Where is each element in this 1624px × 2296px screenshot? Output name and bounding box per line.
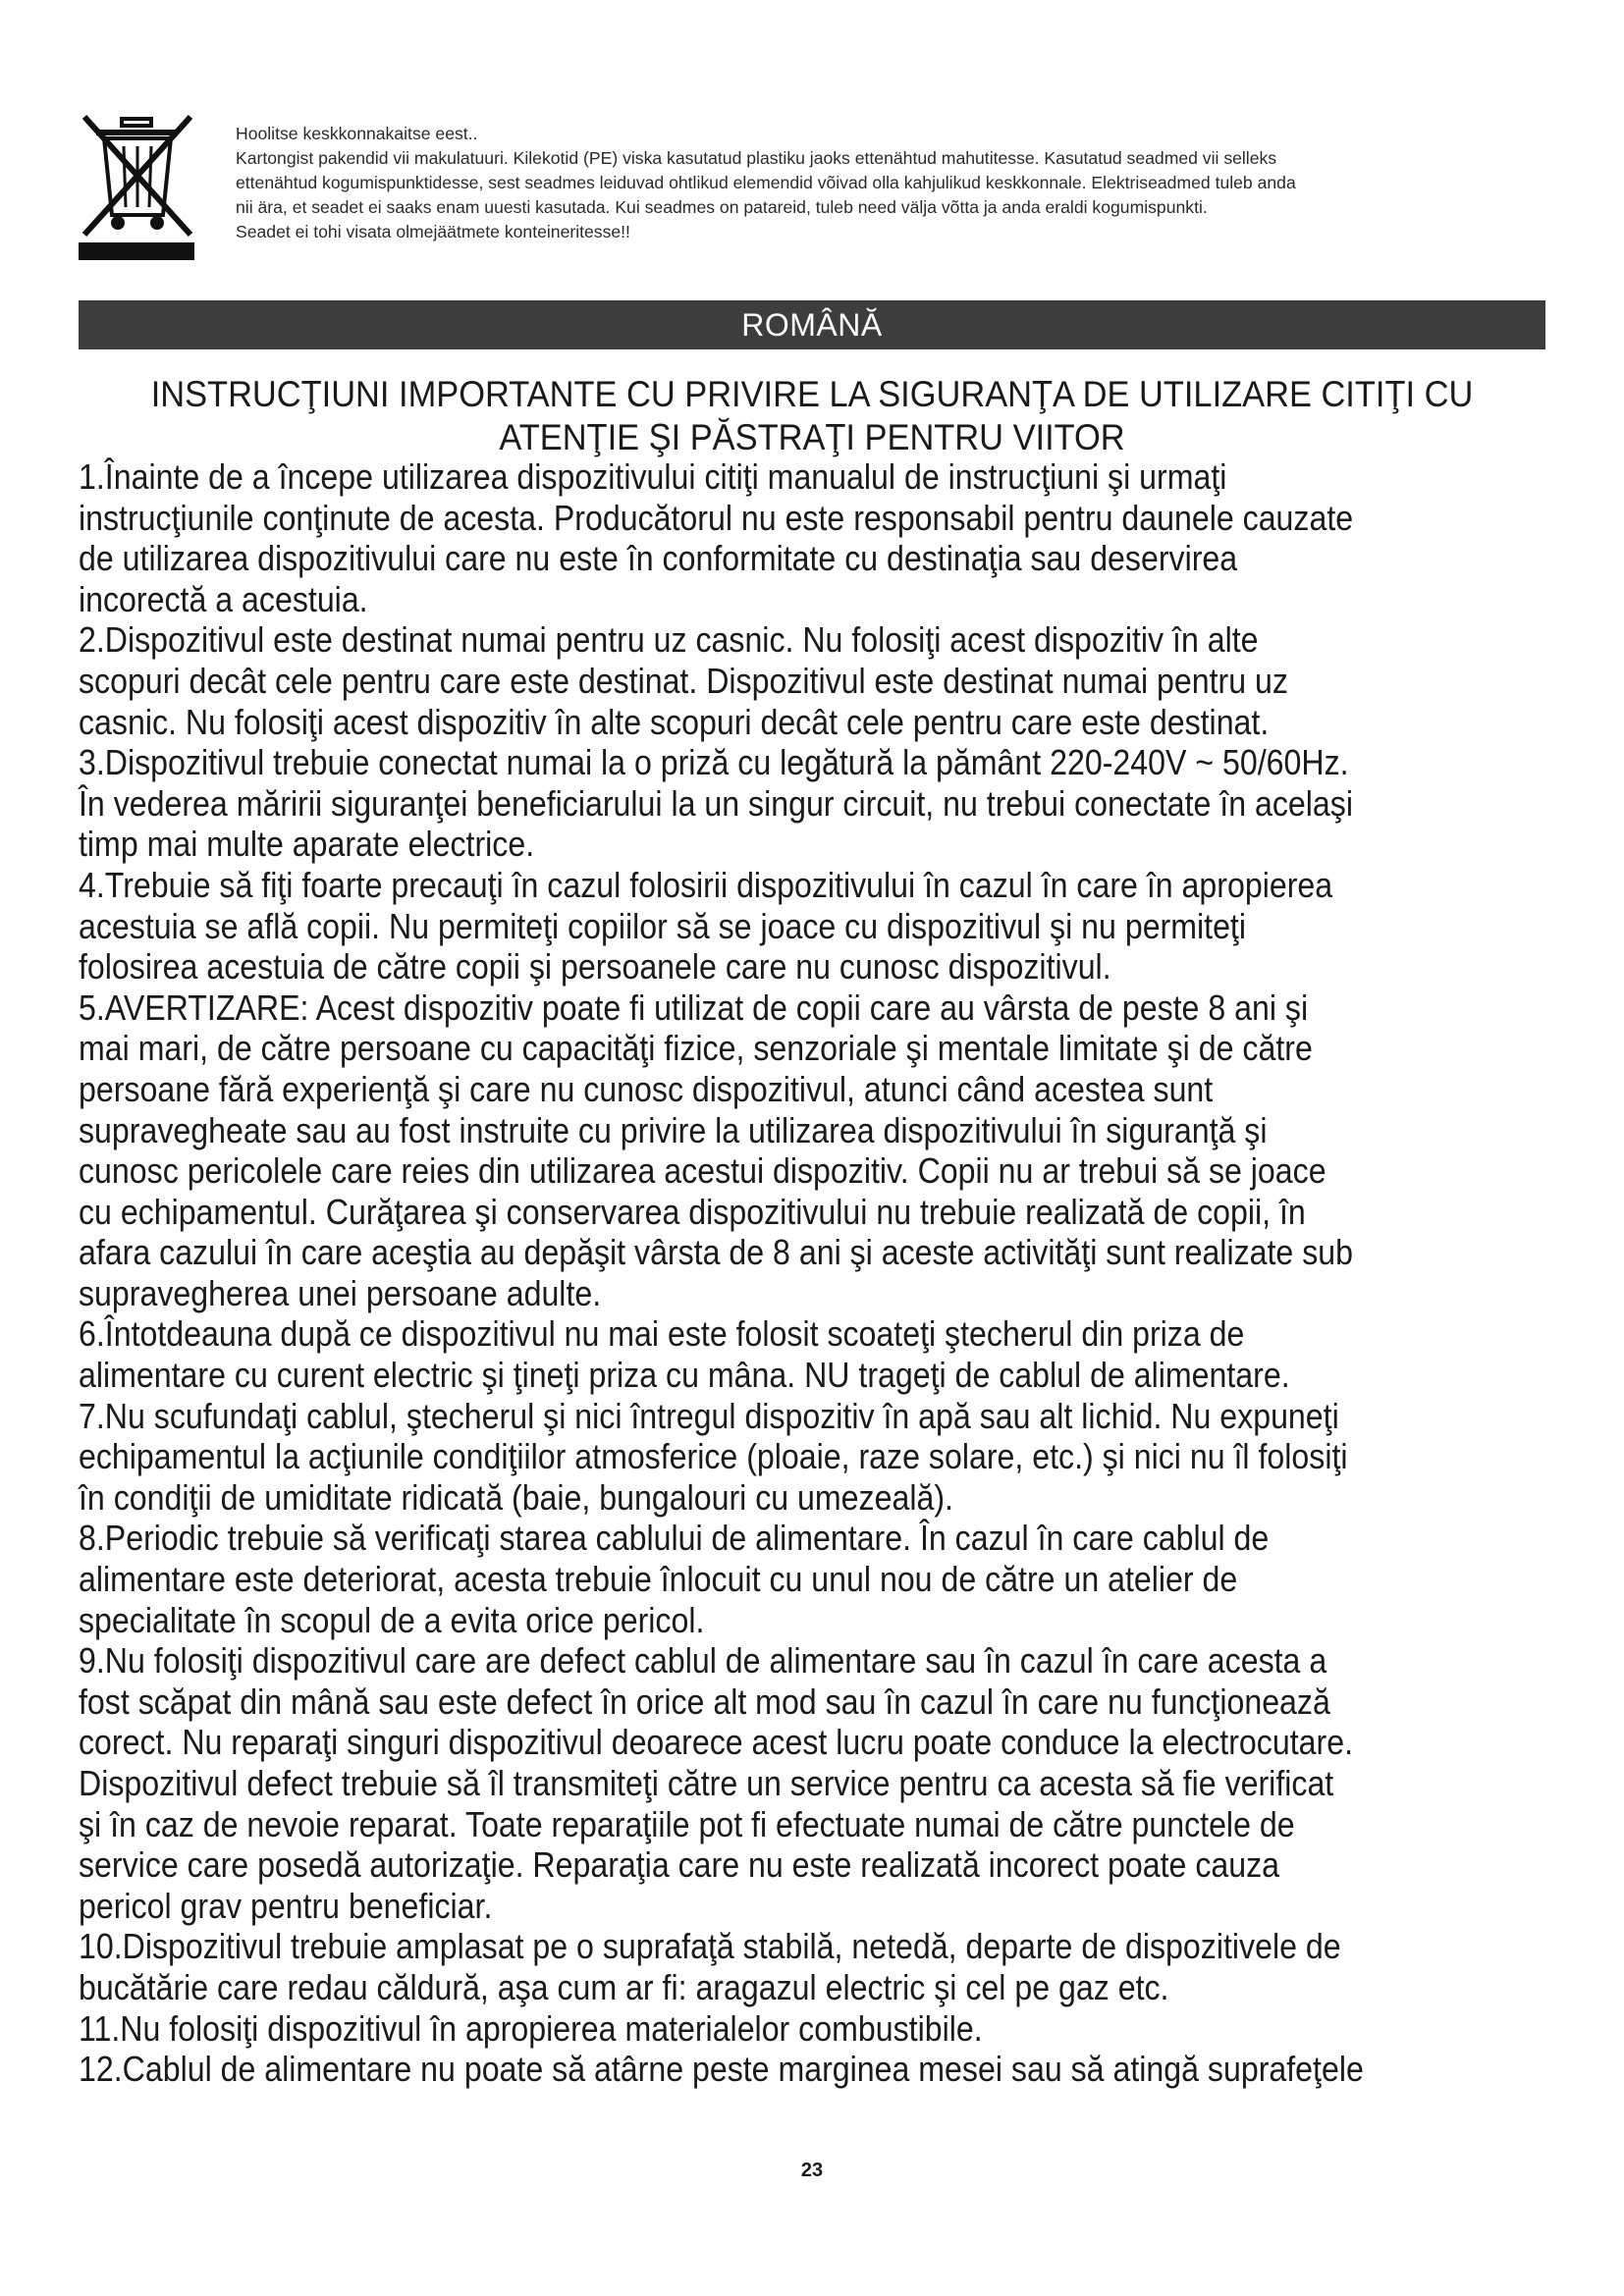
- instruction-line: în condiţii de umiditate ridicată (baie, bungalouri cu umezeală).: [79, 1476, 953, 1518]
- instruction-line: fost scăpat din mână sau este defect în orice alt mod sau în cazul în care nu funcţionează: [79, 1681, 1330, 1722]
- instruction-line: 10.Dispozitivul trebuie amplasat pe o suprafaţă stabilă, netedă, departe de dispozitivele de: [79, 1926, 1341, 1967]
- instruction-line: cunosc pericolele care reies din utilizarea acestui dispozitiv. Copii nu ar trebui să se joace: [79, 1150, 1326, 1192]
- instruction-line: acestuia se află copii. Nu permiteţi copiilor să se joace cu dispozitivul şi nu permiteţi: [79, 905, 1246, 946]
- instruction-line: cu echipamentul. Curăţarea şi conservarea dispozitivului nu trebuie realizată de copii, în: [79, 1191, 1306, 1232]
- instruction-line: alimentare este deteriorat, acesta trebuie înlocuit cu unul nou de către un atelier de: [79, 1559, 1238, 1600]
- instruction-line: Dispozitivul defect trebuie să îl transmiteţi către un service pentru ca acesta să fie verificat: [79, 1763, 1334, 1803]
- safety-instructions: [79, 456, 1551, 2090]
- instruction-line: supravegherea unei persoane adulte.: [79, 1272, 602, 1313]
- disposal-line: Kartongist pakendid vii makulatuuri. Kilekotid (PE) viska kasutatud plastiku jaoks ettenähtud mahutitesse. Kasutatud seadmed vii selleks: [236, 148, 1277, 168]
- instruction-line: de utilizarea dispozitivului care nu este în conformitate cu destinaţia sau deservirea: [79, 538, 1238, 579]
- safety-headline: [130, 373, 1493, 459]
- disposal-line: Seadet ei tohi visata olmejäätmete konteineritesse!!: [236, 222, 630, 241]
- crossed-bin-icon: [79, 113, 196, 260]
- page-number: 23: [800, 2160, 824, 2181]
- instruction-line: şi în caz de nevoie reparat. Toate reparaţiile pot fi efectuate numai de către punctele de: [79, 1803, 1295, 1844]
- instruction-line: incorectă a acestuia.: [79, 578, 368, 619]
- instruction-line: 2.Dispozitivul este destinat numai pentru uz casnic. Nu folosiţi acest dispozitiv în alte: [79, 619, 1259, 661]
- disposal-notice: [236, 122, 1542, 244]
- instruction-line: 12.Cablul de alimentare nu poate să atârne peste marginea mesei sau să atingă suprafeţele: [79, 2049, 1364, 2090]
- language-section-banner: ROMÂNĂ: [79, 300, 1545, 349]
- instruction-line: timp mai multe aparate electrice.: [79, 824, 535, 865]
- instruction-line: corect. Nu reparaţi singuri dispozitivul deoarece acest lucru poate conduce la electrocutare.: [79, 1722, 1353, 1763]
- instruction-line: pericol grav pentru beneficiar.: [79, 1885, 493, 1926]
- instruction-line: 6.Întotdeauna după ce dispozitivul nu mai este folosit scoateţi ştecherul din priza de: [79, 1313, 1245, 1355]
- disposal-line: nii ära, et seadet ei saaks enam uuesti kasutada. Kui seadmes on patareid, tuleb need välja võtta ja anda eraldi kogumispunkti.: [236, 197, 1208, 217]
- instruction-line: persoane fără experienţă şi care nu cunosc dispozitivul, atunci când acestea sunt: [79, 1068, 1214, 1109]
- instruction-line: scopuri decât cele pentru care este destinat. Dispozitivul este destinat numai pentru uz: [79, 660, 1288, 701]
- weee-underline-bar: [79, 242, 194, 260]
- instruction-line: mai mari, de către persoane cu capacităţi fizice, senzoriale şi mentale limitate şi de către: [79, 1028, 1313, 1069]
- instruction-line: 5.AVERTIZARE: Acest dispozitiv poate fi utilizat de copii care au vârsta de peste 8 ani şi: [79, 987, 1309, 1028]
- instruction-line: folosirea acestuia de către copii şi persoanele care nu cunosc dispozitivul.: [79, 946, 1111, 988]
- instruction-line: 9.Nu folosiţi dispozitivul care are defect cablul de alimentare sau în cazul în care acesta a: [79, 1640, 1327, 1682]
- instruction-line: 11.Nu folosiţi dispozitivul în apropierea materialelor combustibile.: [79, 2007, 983, 2049]
- instruction-line: bucătărie care redau căldură, aşa cum ar fi: aragazul electric şi cel pe gaz etc.: [79, 1966, 1169, 2007]
- disposal-line: ettenähtud kogumispunktidesse, sest seadmes leiduvad ohtlikud elemendid võivad olla kahjulikud keskkonnale. Elektriseadmed tuleb anda: [236, 173, 1296, 192]
- instruction-line: service care posedă autorizaţie. Reparaţia care nu este realizată incorect poate cauza: [79, 1844, 1280, 1886]
- disposal-line: Hoolitse keskkonnakaitse eest..: [236, 124, 478, 143]
- instruction-line: casnic. Nu folosiţi acest dispozitiv în alte scopuri decât cele pentru care este destinat.: [79, 701, 1270, 742]
- instruction-line: instrucţiunile conţinute de acesta. Producătorul nu este responsabil pentru daunele cauzate: [79, 497, 1354, 538]
- instruction-line: 1.Înainte de a începe utilizarea dispozitivului citiţi manualul de instrucţiuni şi urmaţi: [79, 456, 1227, 497]
- instruction-line: echipamentul la acţiunile condiţiilor atmosferice (ploaie, raze solare, etc.) şi nici nu îl folosiţi: [79, 1436, 1348, 1477]
- headline-line: INSTRUCŢIUNI IMPORTANTE CU PRIVIRE LA SIGURANŢA DE UTILIZARE CITIŢI CU: [150, 374, 1474, 414]
- instruction-line: alimentare cu curent electric şi ţineţi priza cu mâna. NU trageţi de cablul de alimentare.: [79, 1355, 1290, 1396]
- instruction-line: afara cazului în care aceştia au depăşit vârsta de 8 ani şi aceste activităţi sunt realizate sub: [79, 1232, 1354, 1273]
- instruction-line: 7.Nu scufundaţi cablul, ştecherul şi nici întregul dispozitiv în apă sau alt lichid. Nu expuneţi: [79, 1395, 1339, 1436]
- instruction-line: 3.Dispozitivul trebuie conectat numai la o priză cu legătură la pământ 220-240V ~ 50/60Hz.: [79, 742, 1349, 783]
- headline-line: ATENŢIE ŞI PĂSTRAŢI PENTRU VIITOR: [499, 417, 1125, 457]
- instruction-line: 4.Trebuie să fiţi foarte precauţi în cazul folosirii dispozitivului în cazul în care în apropierea: [79, 864, 1333, 905]
- instruction-line: supravegheate sau au fost instruite cu privire la utilizarea dispozitivului în siguranţă şi: [79, 1109, 1268, 1150]
- instruction-line: specialitate în scopul de a evita orice pericol.: [79, 1599, 705, 1640]
- instruction-line: 8.Periodic trebuie să verificaţi starea cablului de alimentare. În cazul în care cablul de: [79, 1518, 1270, 1559]
- instruction-line: În vederea măririi siguranţei beneficiarului la un singur circuit, nu trebui conectate în acelaşi: [79, 782, 1353, 824]
